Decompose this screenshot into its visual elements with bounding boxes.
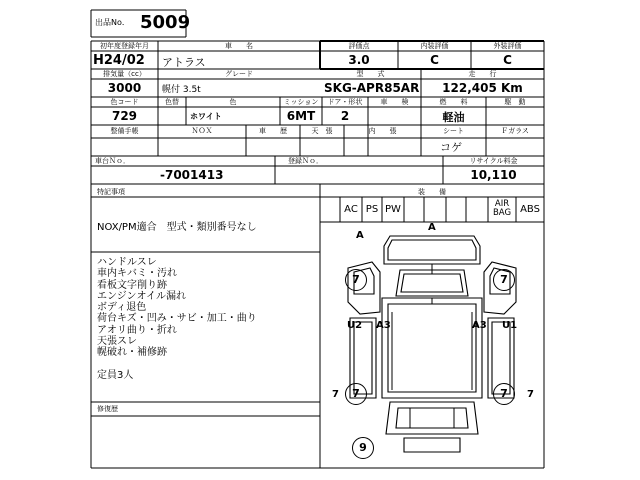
mark-left-side: U2 xyxy=(347,320,363,331)
label-model: 型 式 xyxy=(356,70,385,78)
mark-right-side: U1 xyxy=(502,320,518,331)
equip-ac: AC xyxy=(344,204,358,215)
seat-value: コゲ xyxy=(440,141,462,154)
label-color-change: 色替 xyxy=(165,98,179,106)
color-value: ホワイト xyxy=(190,112,222,121)
note-item: 天張スレ xyxy=(97,336,137,348)
lot-label: 出品No． xyxy=(95,18,130,27)
interior-value: C xyxy=(430,53,439,67)
truck-diagram xyxy=(320,222,544,468)
label-recycle-fee: リサイクル料金 xyxy=(469,157,518,165)
label-chassis-no: 車台Ｎｏ． xyxy=(95,157,130,165)
label-fuel: 燃 料 xyxy=(439,98,468,106)
lot-number: 5009 xyxy=(140,12,191,33)
transmission-value: 6MT xyxy=(286,109,316,123)
color-code-value: 729 xyxy=(111,109,138,123)
grade-value: 幌付 3.5t xyxy=(162,85,201,95)
label-transmission: ミッション xyxy=(283,98,319,106)
note-item xyxy=(97,359,257,370)
label-interior-lining: 内 張 xyxy=(368,127,397,135)
note-item: アオリ曲り・折れ xyxy=(97,324,177,336)
chassis-no-value: -7001413 xyxy=(160,168,224,182)
label-interior: 内装評価 xyxy=(420,42,449,50)
note-item: 荷台キズ・凹み・サビ・加工・曲り xyxy=(97,313,257,325)
equip-abs: ABS xyxy=(520,204,540,215)
equipment-header: 装 備 xyxy=(418,188,446,196)
label-first-registration: 初年度登録年月 xyxy=(100,42,149,50)
note-item: 車内キバミ・汚れ xyxy=(97,268,177,280)
equip-ps: PS xyxy=(365,204,379,215)
label-mileage: 走 行 xyxy=(468,70,497,78)
equip-pw: PW xyxy=(385,204,401,215)
label-doors: ドア・形状 xyxy=(327,98,363,106)
displacement-value: 3000 xyxy=(107,81,142,95)
label-drive: 駆 動 xyxy=(504,98,526,106)
mark-right-mid: A3 xyxy=(472,320,487,331)
exterior-value: C xyxy=(503,53,512,67)
label-color: 色 xyxy=(229,98,237,106)
label-ceiling: 天 張 xyxy=(311,127,333,135)
label-car-name: 車 名 xyxy=(225,42,253,50)
car-name-value: アトラス xyxy=(162,56,206,69)
repair-history-header: 修復歴 xyxy=(97,405,118,413)
fuel-value: 軽油 xyxy=(442,111,465,124)
circle-mark-bottom-right: 7 xyxy=(493,383,515,405)
label-displacement: 排気量（cc） xyxy=(103,70,146,78)
label-inspection: 車 検 xyxy=(380,98,409,106)
mark-front-left: A xyxy=(356,230,364,241)
special-notes-header: 特記事項 xyxy=(97,188,125,196)
notes-top: NOX/PM適合 型式・類別番号なし xyxy=(97,222,257,233)
mark-left-mid: A3 xyxy=(376,320,391,331)
mark-front-right: A xyxy=(428,222,436,233)
mark-rear-right: 7 xyxy=(527,389,534,400)
first-registration-value: H24/02 xyxy=(93,53,145,68)
mileage-value: 122,405 Km xyxy=(442,81,523,95)
equip-airbag: AIR BAG xyxy=(492,199,512,218)
circle-mark-top-right: 7 xyxy=(493,269,515,291)
circle-mark-bottom: 9 xyxy=(352,437,374,459)
note-item: エンジンオイル漏れ xyxy=(97,290,186,302)
note-item: 定員3人 xyxy=(97,369,134,381)
notes-list xyxy=(97,257,257,381)
label-nox: ＮＯＸ xyxy=(191,127,213,135)
label-front-glass: Ｆガラス xyxy=(501,127,529,135)
label-score: 評価点 xyxy=(348,42,370,50)
label-grade: グレード xyxy=(225,70,253,78)
note-item: ハンドルスレ xyxy=(97,257,157,268)
note-item: 幌破れ・補修跡 xyxy=(97,347,167,359)
model-code-value: SKG-APR85AR xyxy=(324,81,420,95)
note-item: ボディ退色 xyxy=(97,302,147,314)
recycle-fee-value: 10,110 xyxy=(470,168,517,182)
label-maintenance-book: 整備手帳 xyxy=(110,127,139,135)
mark-rear-left: 7 xyxy=(332,389,339,400)
note-item: 看板文字削り跡 xyxy=(97,279,167,291)
score-value: 3.0 xyxy=(348,53,370,67)
label-color-code: 色コード xyxy=(110,98,139,106)
label-history: 車 歴 xyxy=(259,127,287,135)
doors-value: 2 xyxy=(340,109,350,123)
label-seat: シート xyxy=(443,127,464,135)
circle-mark-top-left: 7 xyxy=(345,269,367,291)
circle-mark-bottom-left: 7 xyxy=(345,383,367,405)
label-registration-no: 登録Ｎｏ． xyxy=(288,157,323,165)
label-exterior: 外装評価 xyxy=(493,42,522,50)
